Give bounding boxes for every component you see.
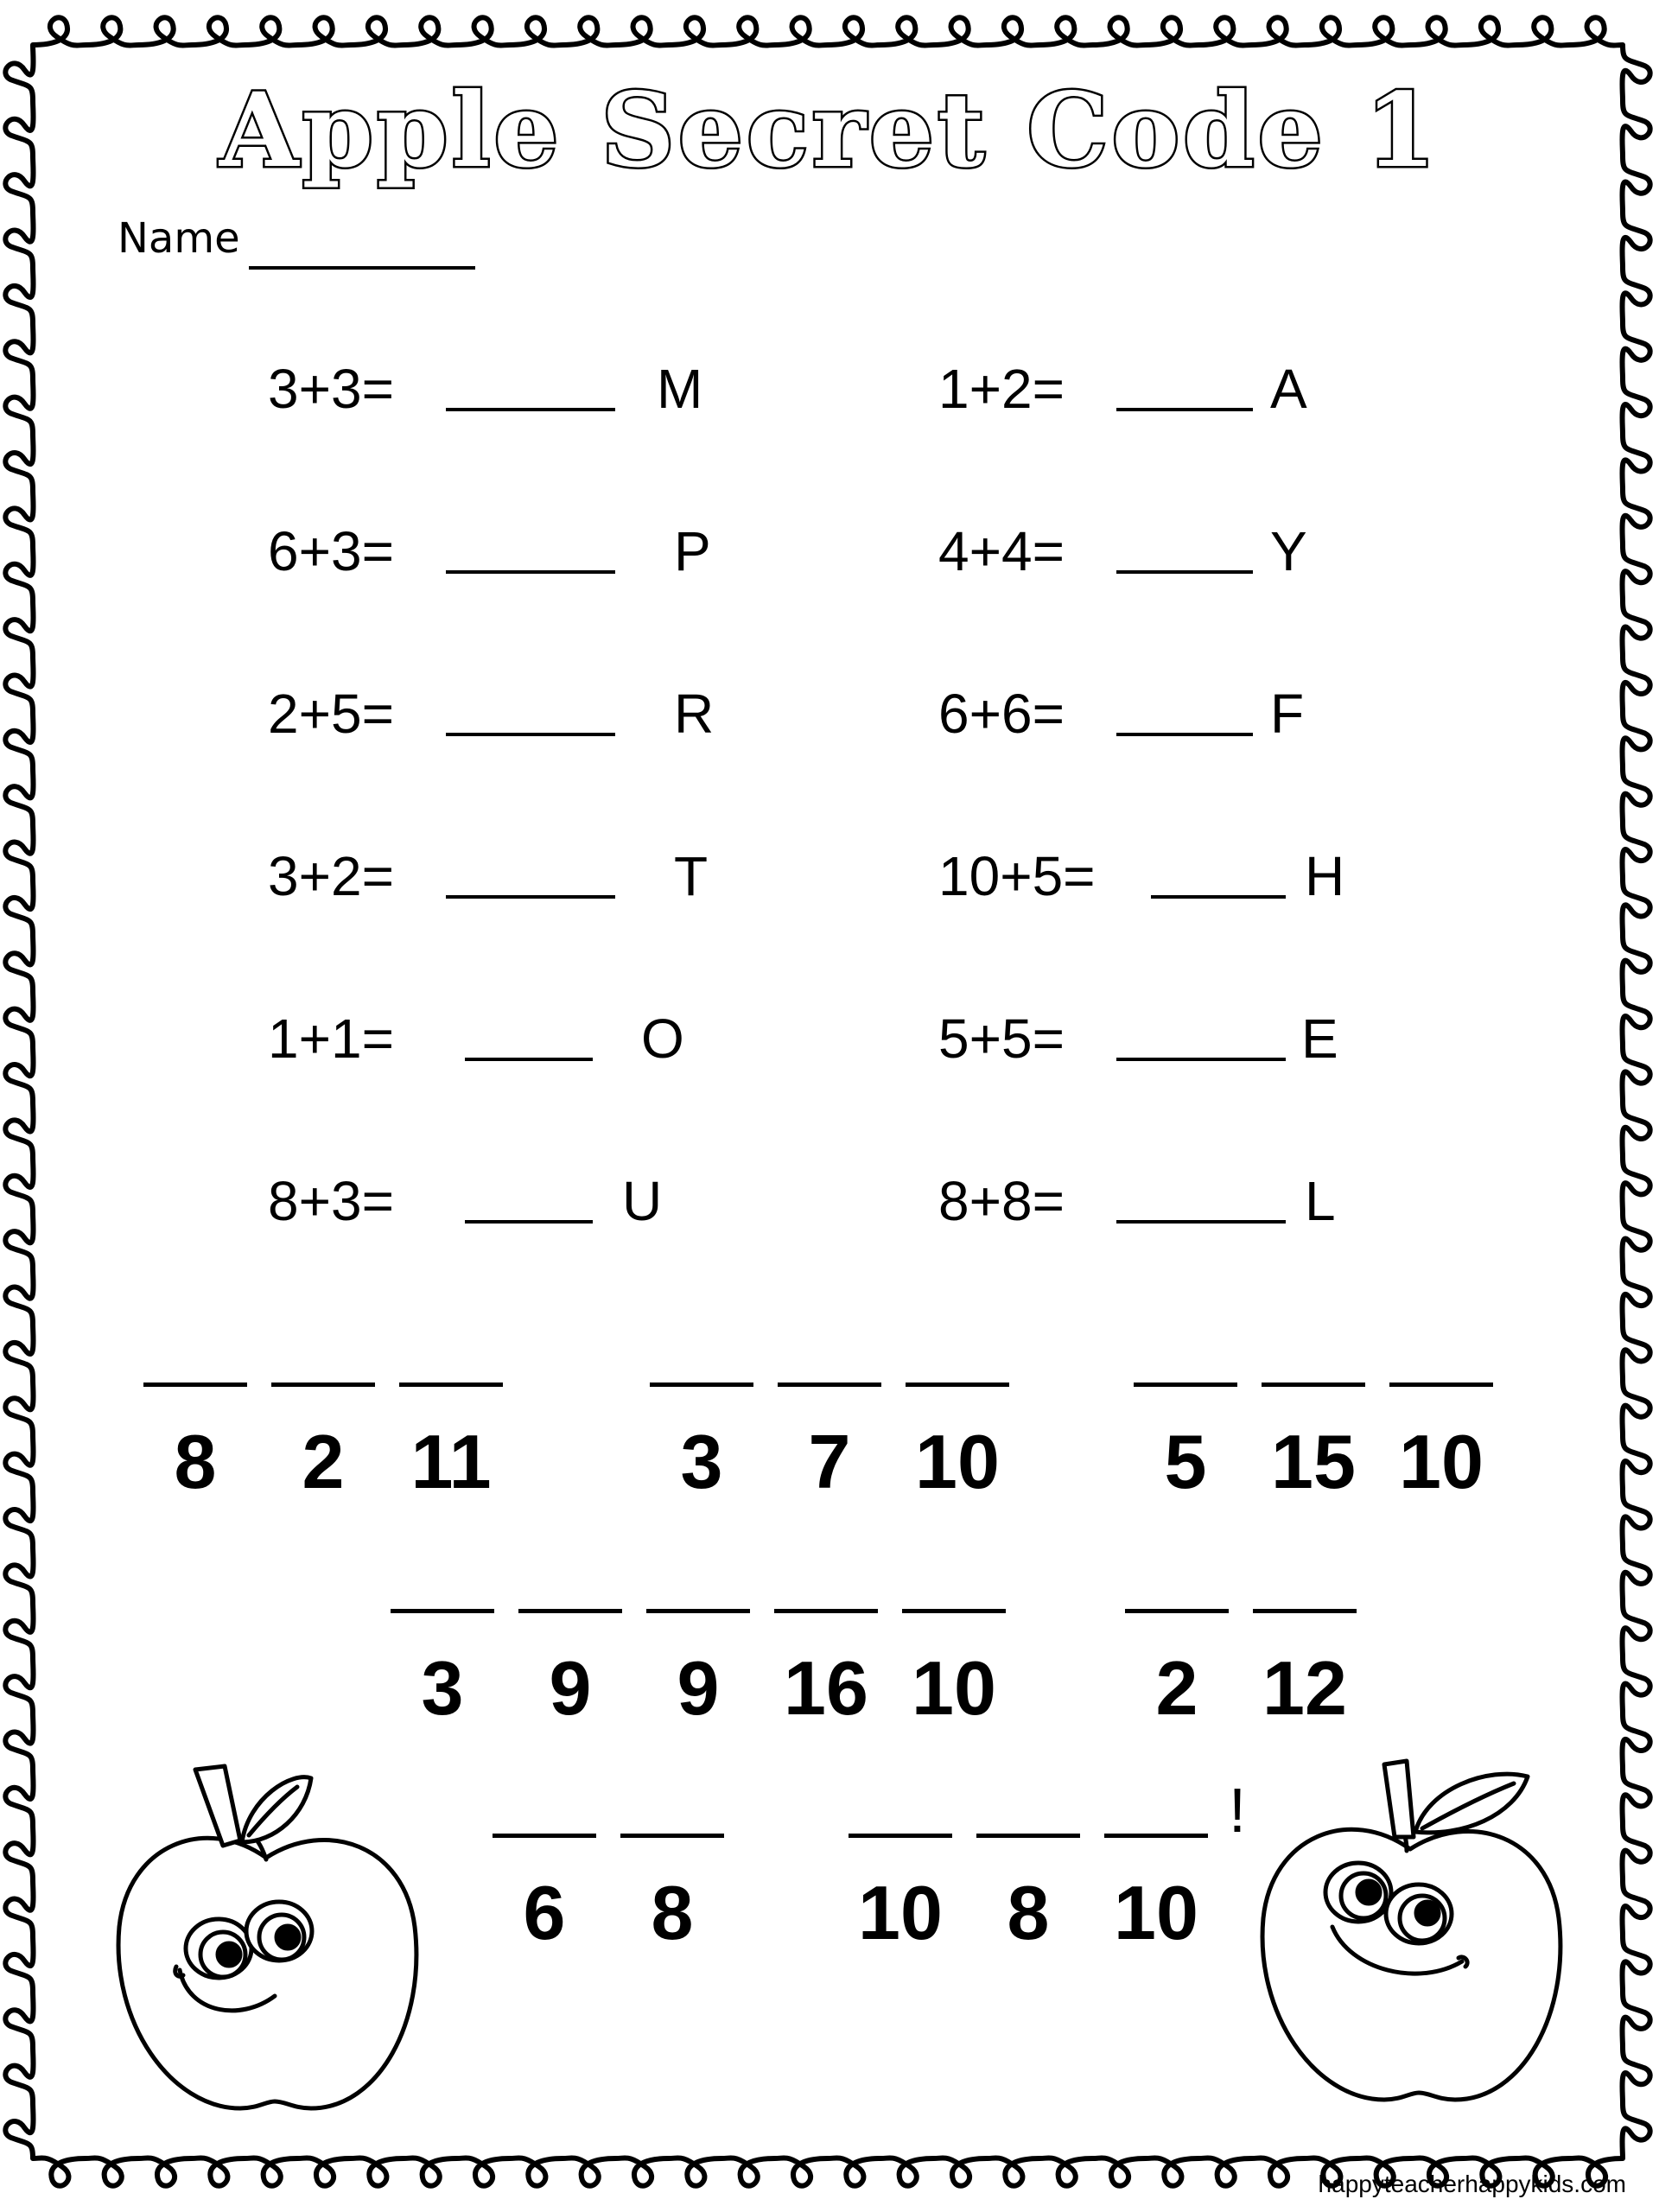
problem-equation: 4+4= [938,520,1065,582]
code-line[interactable] [774,1609,878,1613]
code-line[interactable] [399,1382,503,1387]
problem-equation: 3+3= [268,358,394,420]
problem-letter: U [622,1170,663,1232]
answer-blank[interactable] [1116,733,1253,736]
code-line[interactable] [976,1834,1080,1838]
problem-letter: T [674,845,709,907]
code-number: 10 [1399,1419,1484,1504]
answer-blank[interactable] [1151,895,1286,899]
apple-right-icon [1237,1754,1583,2134]
problem-letter: L [1305,1170,1336,1232]
code-line[interactable] [391,1609,494,1613]
problem-letter: P [674,520,711,582]
code-number: 8 [1007,1870,1050,1955]
code-line[interactable] [620,1834,724,1838]
answer-blank[interactable] [446,570,615,574]
code-line[interactable] [271,1382,375,1387]
code-line[interactable] [849,1834,952,1838]
code-line[interactable] [518,1609,622,1613]
code-line[interactable] [143,1382,247,1387]
code-number: 3 [421,1645,464,1731]
problem-equation: 1+1= [268,1007,394,1070]
problem-equation: 2+5= [268,683,394,745]
code-number: 8 [174,1419,217,1504]
answer-blank[interactable] [446,408,615,411]
problem-letter: R [674,683,715,745]
code-number: 9 [677,1645,720,1731]
code-number: 3 [680,1419,723,1504]
code-line[interactable] [778,1382,881,1387]
problem-equation: 6+3= [268,520,394,582]
problem-letter: E [1301,1007,1338,1070]
problem-letter: M [657,358,703,420]
code-line[interactable] [1262,1382,1365,1387]
code-number: 10 [1114,1870,1198,1955]
problem-letter: F [1270,683,1305,745]
problem-equation: 6+6= [938,683,1065,745]
code-number: 8 [651,1870,694,1955]
code-number: 11 [410,1419,492,1504]
problem-equation: 8+3= [268,1170,394,1232]
apple-left-icon [93,1763,439,2143]
code-line[interactable] [906,1382,1009,1387]
problem-equation: 10+5= [938,845,1096,907]
name-line[interactable] [249,266,475,270]
code-line[interactable] [1389,1382,1493,1387]
name-label: Name [118,214,240,263]
code-number: 10 [915,1419,1000,1504]
answer-blank[interactable] [465,1220,593,1224]
footer-credit: happyteacherhappykids.com [1318,2171,1626,2197]
code-number: 12 [1262,1645,1347,1731]
answer-blank[interactable] [446,895,615,899]
code-line[interactable] [1134,1382,1237,1387]
problem-equation: 1+2= [938,358,1065,420]
exclamation-mark: ! [1229,1777,1247,1846]
code-number: 10 [858,1870,943,1955]
code-line[interactable] [650,1382,753,1387]
code-number: 15 [1271,1419,1356,1504]
answer-blank[interactable] [1116,1058,1286,1061]
code-number: 5 [1164,1419,1207,1504]
page-title: Apple Secret Code 1 [219,70,1440,190]
problem-letter: H [1305,845,1345,907]
code-number: 9 [549,1645,592,1731]
code-number: 2 [302,1419,345,1504]
code-number: 6 [523,1870,566,1955]
answer-blank[interactable] [465,1058,593,1061]
code-number: 7 [808,1419,851,1504]
code-number: 10 [912,1645,996,1731]
answer-blank[interactable] [1116,1220,1286,1224]
problem-letter: O [641,1007,684,1070]
code-number: 2 [1155,1645,1198,1731]
answer-blank[interactable] [1116,408,1253,411]
code-line[interactable] [902,1609,1006,1613]
problem-letter: Y [1270,520,1307,582]
problem-equation: 3+2= [268,845,394,907]
problem-equation: 5+5= [938,1007,1065,1070]
answer-blank[interactable] [1116,570,1253,574]
code-line[interactable] [1125,1609,1229,1613]
code-line[interactable] [1253,1609,1357,1613]
problem-equation: 8+8= [938,1170,1065,1232]
code-number: 16 [784,1645,868,1731]
code-line[interactable] [646,1609,750,1613]
code-line[interactable] [1104,1834,1208,1838]
answer-blank[interactable] [446,733,615,736]
problem-letter: A [1270,358,1307,420]
code-line[interactable] [493,1834,596,1838]
